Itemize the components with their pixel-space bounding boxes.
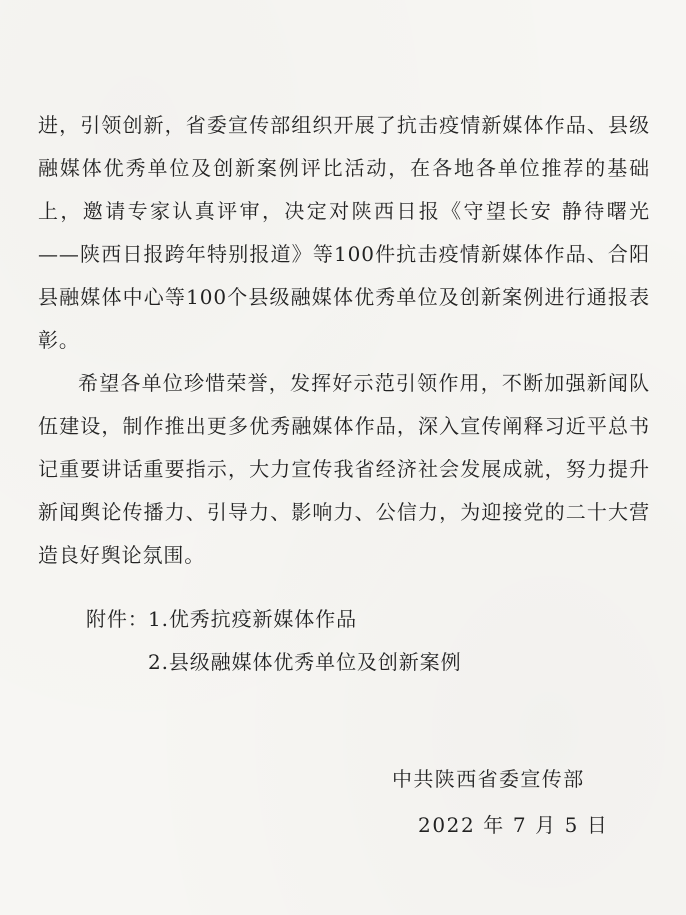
body-paragraph-1: 进，引领创新，省委宣传部组织开展了抗击疫情新媒体作品、县级融媒体优秀单位及创新案例评比活动，在各地各单位推荐的基础上，邀请专家认真评审，决定对陕西日报《守望长安 静待曙光——陕西日报跨年特别报道》等100件抗击疫情新媒体作品、合阳县融媒体中心等100个县级融媒体优秀单位及创新案例进行通报表彰。 [38, 113, 650, 352]
attachment-item-1-text: 1.优秀抗疫新媒体作品 [148, 607, 357, 631]
attachment-item-2 [86, 641, 461, 684]
signature-date: 2022 年 7 月 5 日 [418, 813, 609, 837]
attachment-item-2-text: 2.县级融媒体优秀单位及创新案例 [148, 650, 462, 674]
attachment-item-1 [86, 598, 461, 641]
signature-organization: 中共陕西省委宣传部 [392, 767, 585, 791]
attachments-section [86, 598, 461, 684]
attachments-label: 附件： [86, 607, 149, 631]
document-body [38, 104, 650, 577]
body-paragraph-2: 希望各单位珍惜荣誉，发挥好示范引领作用，不断加强新闻队伍建设，制作推出更多优秀融媒体作品，深入宣传阐释习近平总书记重要讲话重要指示，大力宣传我省经济社会发展成就，努力提升新闻舆论传播力、引导力、影响力、公信力，为迎接党的二十大营造良好舆论氛围。 [38, 371, 650, 567]
